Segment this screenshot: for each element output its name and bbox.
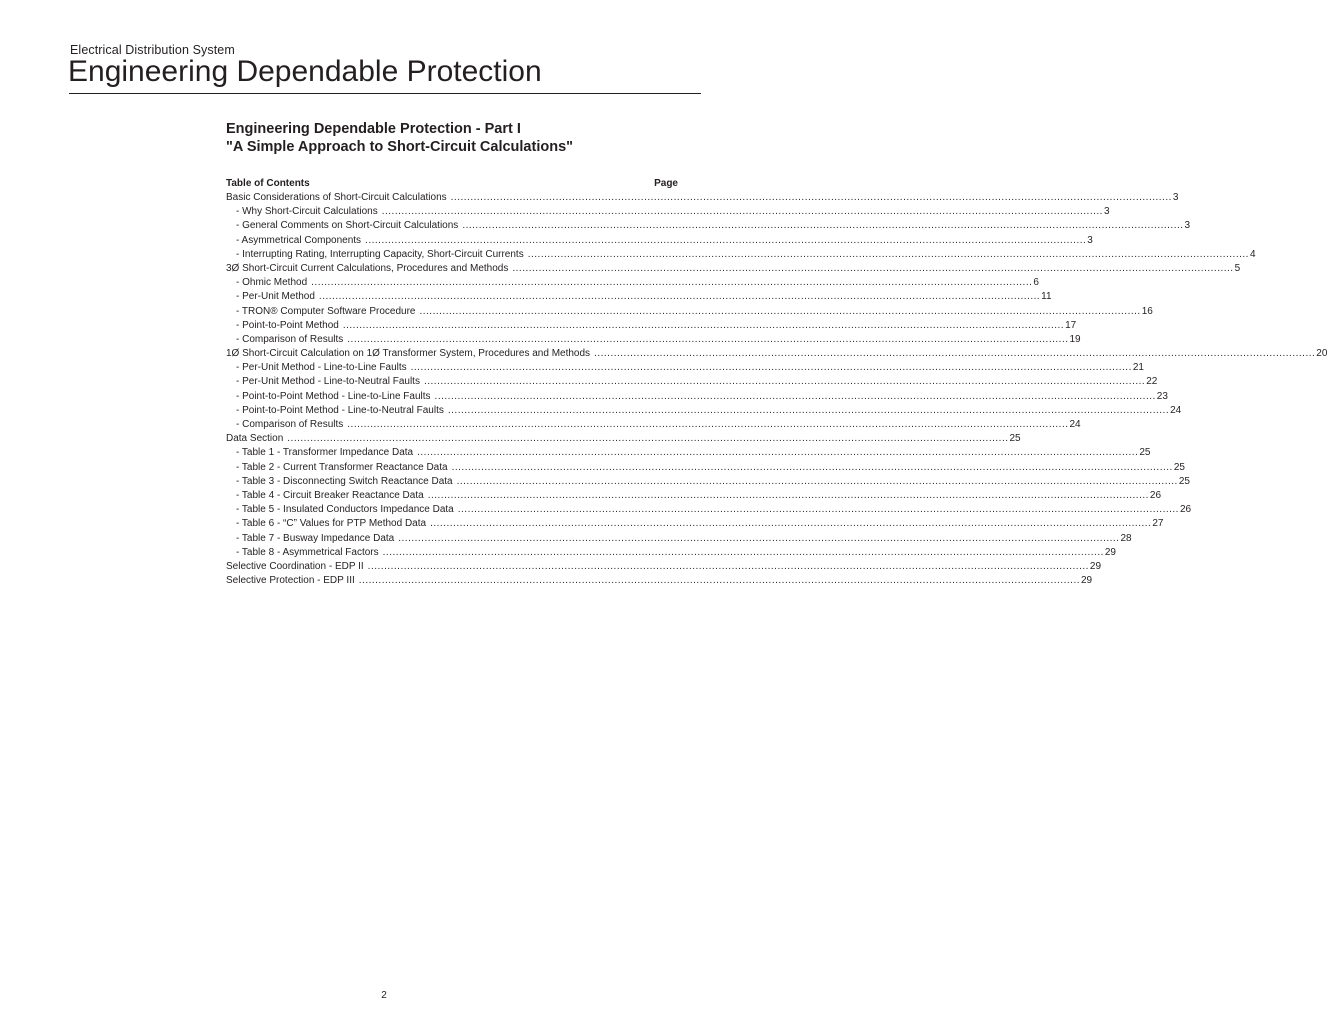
toc-entry-page: 29 xyxy=(1089,560,1102,572)
toc-entry-title: - Table 1 - Transformer Impedance Data xyxy=(236,447,414,459)
toc-entry xyxy=(226,361,1144,375)
toc-entry-page: 29 xyxy=(1081,575,1093,587)
toc-entry-title: - Interrupting Rating, Interrupting Capacity, Short-Circuit Currents xyxy=(236,248,524,260)
toc-entry-page: 29 xyxy=(1104,546,1116,558)
toc-entry-title: - Table 6 - “C” Values for PTP Method Data xyxy=(236,518,427,530)
toc-entry-title: 1Ø Short-Circuit Calculation on 1Ø Transformer System, Procedures and Methods xyxy=(226,348,591,360)
toc-entry xyxy=(226,347,1327,361)
toc-entry-page: 22 xyxy=(1146,376,1158,388)
toc-entry xyxy=(226,574,1093,588)
toc-entry-page: 26 xyxy=(1149,489,1162,501)
toc-entry xyxy=(226,248,1256,262)
toc-entry xyxy=(226,489,1162,503)
toc-entry xyxy=(226,432,1021,446)
toc-entry-page: 25 xyxy=(1173,461,1185,473)
table-of-contents xyxy=(226,176,1327,588)
toc-entry xyxy=(226,475,1190,489)
toc-leader-dots: ............................................................................................................................................................................................................................ xyxy=(527,248,1249,260)
toc-entry-title: - Table 4 - Circuit Breaker Reactance Data xyxy=(236,489,424,501)
toc-entry xyxy=(226,517,1164,531)
toc-entry xyxy=(226,191,1179,205)
document-title-line-1: Engineering Dependable Protection - Part I xyxy=(226,121,521,137)
toc-entry-page: 17 xyxy=(1065,319,1077,331)
toc-entry-title: - Point-to-Point Method xyxy=(236,319,339,331)
toc-entry-page: 25 xyxy=(1139,447,1151,459)
toc-entry xyxy=(226,418,1081,432)
toc-leader-dots: ............................................................................................................................................................................................................................ xyxy=(358,575,1080,587)
toc-entry-title: - Comparison of Results xyxy=(236,333,344,345)
toc-leader-dots: ............................................................................................................................................................................................................................ xyxy=(410,362,1132,374)
toc-entry-title: - Table 5 - Insulated Conductors Impedance Data xyxy=(236,504,454,516)
header-divider xyxy=(69,93,701,94)
toc-entry-title: - Per-Unit Method xyxy=(236,291,315,303)
toc-leader-dots: ............................................................................................................................................................................................................................ xyxy=(462,220,1184,232)
toc-entry xyxy=(226,446,1151,460)
toc-entry-title: - Table 3 - Disconnecting Switch Reactance Data xyxy=(236,475,453,487)
toc-entry-page: 26 xyxy=(1179,504,1192,516)
toc-entry-title: - Per-Unit Method - Line-to-Line Faults xyxy=(236,362,407,374)
toc-entry xyxy=(226,532,1132,546)
toc-leader-dots: ............................................................................................................................................................................................................................ xyxy=(367,560,1089,572)
toc-entry-page: 3 xyxy=(1184,220,1191,232)
toc-entry-title: Data Section xyxy=(226,433,284,445)
toc-entry-title: - TRON® Computer Software Procedure xyxy=(236,305,416,317)
toc-leader-dots: ............................................................................................................................................................................................................................ xyxy=(594,348,1316,360)
toc-leader-dots: ............................................................................................................................................................................................................................ xyxy=(456,475,1178,487)
toc-entry-page: 25 xyxy=(1009,433,1021,445)
toc-entry xyxy=(226,276,1039,290)
toc-entry-page: 27 xyxy=(1152,518,1164,530)
toc-leader-dots: ............................................................................................................................................................................................................................ xyxy=(430,518,1152,530)
toc-leader-dots: ............................................................................................................................................................................................................................ xyxy=(512,262,1234,274)
toc-leader-dots: ............................................................................................................................................................................................................................ xyxy=(427,489,1149,501)
toc-leader-dots: ............................................................................................................................................................................................................................ xyxy=(447,404,1170,416)
toc-entry xyxy=(226,546,1116,560)
toc-entry-page: 16 xyxy=(1141,305,1153,317)
toc-entry-title: - Asymmetrical Components xyxy=(236,234,362,246)
toc-leader-dots: ............................................................................................................................................................................................................................ xyxy=(423,376,1146,388)
toc-entry xyxy=(226,205,1110,219)
toc-entry-page: 21 xyxy=(1132,362,1144,374)
toc-leader-dots: ............................................................................................................................................................................................................................ xyxy=(347,333,1069,345)
page-number: 2 xyxy=(381,990,387,1001)
toc-entry-page: 11 xyxy=(1041,291,1052,303)
toc-entry xyxy=(226,375,1158,389)
toc-entry-title: - Point-to-Point Method - Line-to-Line Faults xyxy=(236,390,431,402)
toc-entry-page: 3 xyxy=(1087,234,1093,246)
toc-entry-title: - Why Short-Circuit Calculations xyxy=(236,206,378,218)
toc-leader-dots: ............................................................................................................................................................................................................................ xyxy=(450,192,1172,203)
toc-entry-title: Basic Considerations of Short-Circuit Calculations xyxy=(226,192,447,203)
toc-entry xyxy=(226,390,1168,404)
toc-header xyxy=(226,176,678,191)
toc-entry-title: - Point-to-Point Method - Line-to-Neutral Faults xyxy=(236,404,444,416)
toc-leader-dots: ............................................................................................................................................................................................................................ xyxy=(318,291,1041,303)
toc-leader-dots: ............................................................................................................................................................................................................................ xyxy=(347,419,1069,430)
toc-entry xyxy=(226,503,1192,517)
toc-leader-dots: ............................................................................................................................................................................................................................ xyxy=(365,234,1087,246)
toc-entry-title: Selective Protection - EDP III xyxy=(226,575,355,587)
toc-leader-dots: ............................................................................................................................................................................................................................ xyxy=(434,390,1156,402)
toc-list xyxy=(226,191,1327,588)
toc-entry xyxy=(226,319,1077,333)
toc-entry-title: - Table 8 - Asymmetrical Factors xyxy=(236,546,379,558)
toc-entry xyxy=(226,461,1185,475)
toc-leader-dots: ............................................................................................................................................................................................................................ xyxy=(398,532,1120,544)
toc-entry xyxy=(226,305,1153,319)
toc-entry-page: 5 xyxy=(1234,262,1241,274)
toc-entry-title: - Table 7 - Busway Impedance Data xyxy=(236,532,395,544)
toc-entry-title: - Per-Unit Method - Line-to-Neutral Faults xyxy=(236,376,420,388)
toc-entry xyxy=(226,560,1102,574)
toc-entry-page: 28 xyxy=(1120,532,1132,544)
toc-entry-page: 19 xyxy=(1069,333,1081,345)
document-title xyxy=(226,120,686,156)
toc-entry xyxy=(226,404,1182,418)
toc-entry-title: Selective Coordination - EDP II xyxy=(226,560,364,572)
toc-entry xyxy=(226,234,1093,248)
toc-entry-page: 24 xyxy=(1069,419,1081,430)
toc-entry-page: 25 xyxy=(1178,475,1190,487)
toc-entry-page: 4 xyxy=(1249,248,1256,260)
toc-leader-dots: ............................................................................................................................................................................................................................ xyxy=(287,433,1009,445)
toc-entry-title: - Comparison of Results xyxy=(236,419,344,430)
toc-leader-dots: ............................................................................................................................................................................................................................ xyxy=(451,461,1173,473)
toc-entry-page: 3 xyxy=(1103,206,1110,218)
toc-leader-dots: ............................................................................................................................................................................................................................ xyxy=(457,504,1179,516)
toc-leader-dots: ............................................................................................................................................................................................................................ xyxy=(342,319,1065,331)
toc-entry-title: - Ohmic Method xyxy=(236,277,308,289)
toc-leader-dots: ............................................................................................................................................................................................................................ xyxy=(419,305,1141,317)
header-title: Engineering Dependable Protection xyxy=(68,55,542,88)
toc-entry-page: 20 xyxy=(1316,348,1327,360)
toc-leader-dots: ............................................................................................................................................................................................................................ xyxy=(417,447,1139,459)
toc-entry-title: - General Comments on Short-Circuit Calculations xyxy=(236,220,459,232)
toc-leader-dots: ............................................................................................................................................................................................................................ xyxy=(382,546,1104,558)
toc-entry xyxy=(226,333,1081,347)
toc-entry-page: 6 xyxy=(1033,277,1039,289)
toc-heading: Table of Contents xyxy=(226,178,310,189)
toc-entry-title: - Table 2 - Current Transformer Reactance Data xyxy=(236,461,448,473)
toc-leader-dots: ............................................................................................................................................................................................................................ xyxy=(381,206,1103,218)
header-subtitle: Electrical Distribution System xyxy=(70,43,235,57)
toc-entry xyxy=(226,262,1241,276)
toc-page-heading: Page xyxy=(654,178,678,189)
toc-entry xyxy=(226,219,1191,233)
toc-entry-title: 3Ø Short-Circuit Current Calculations, Procedures and Methods xyxy=(226,262,509,274)
toc-leader-dots: ............................................................................................................................................................................................................................ xyxy=(311,277,1033,289)
toc-entry xyxy=(226,290,1052,304)
toc-entry-page: 24 xyxy=(1170,404,1182,416)
toc-entry-page: 3 xyxy=(1172,192,1179,203)
document-title-line-2: "A Simple Approach to Short-Circuit Calculations" xyxy=(226,139,574,155)
toc-entry-page: 23 xyxy=(1156,390,1168,402)
